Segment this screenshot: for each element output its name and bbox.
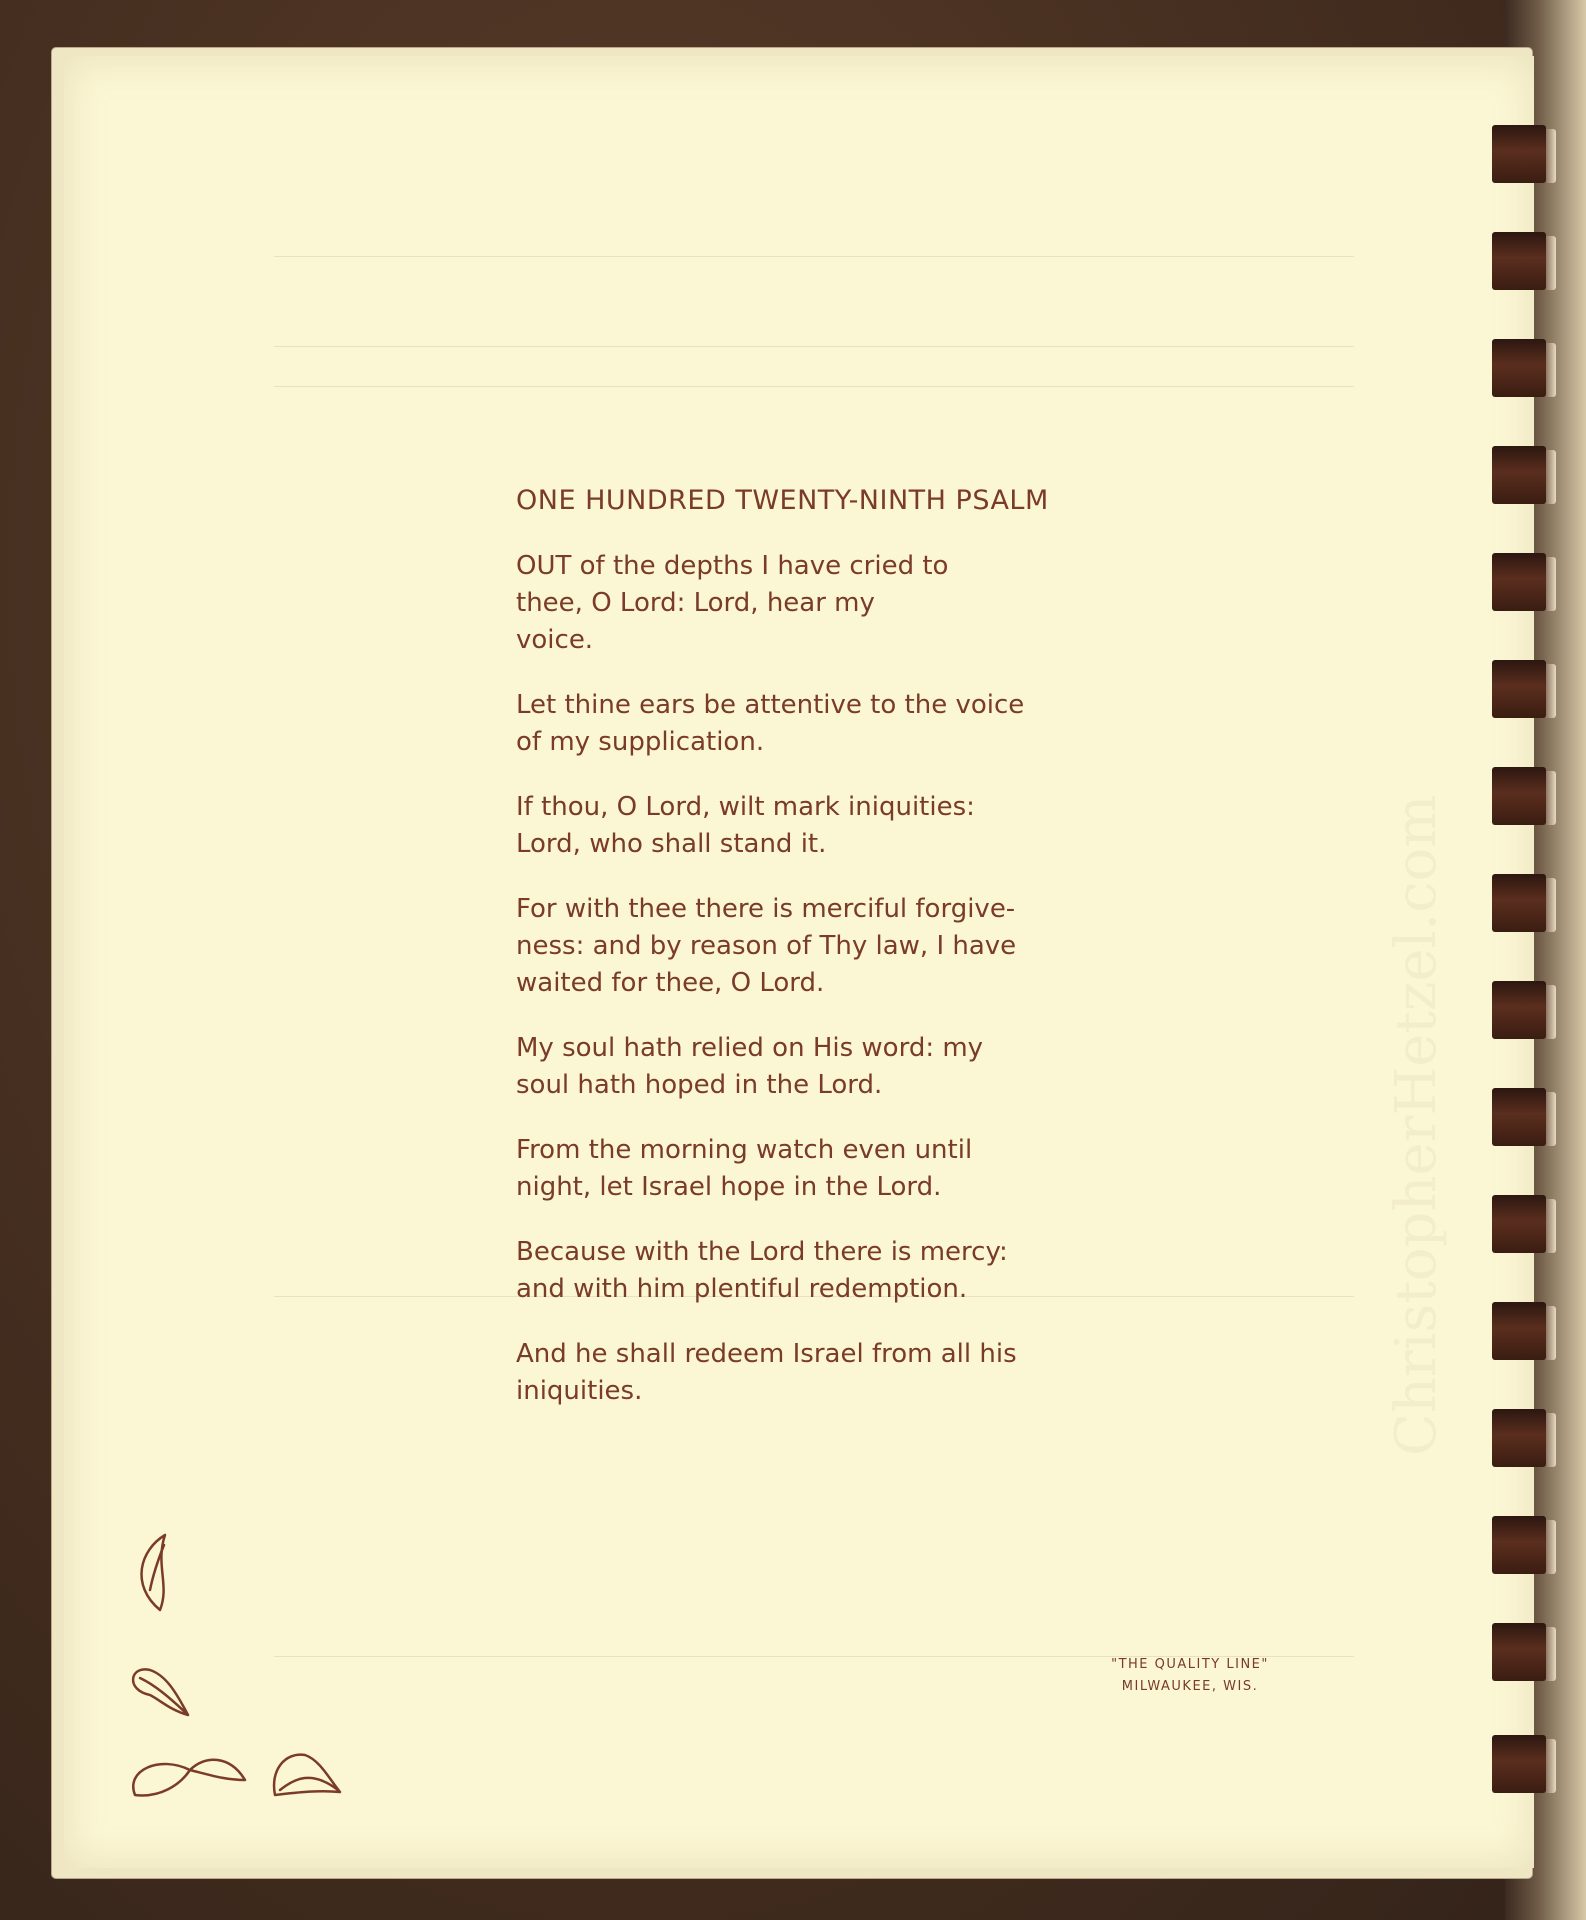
verse bbox=[516, 1234, 1116, 1308]
verse bbox=[516, 687, 1116, 761]
verse-line: For with thee there is merciful forgive- bbox=[516, 894, 1016, 924]
spiral-ring bbox=[1492, 1302, 1560, 1360]
verse-line: ness: and by reason of Thy law, I have bbox=[516, 931, 1017, 961]
verse bbox=[516, 891, 1116, 1002]
verse bbox=[516, 1030, 1116, 1104]
verse bbox=[516, 1336, 1116, 1410]
verse-line: OUT of the depths I have cried to bbox=[516, 551, 949, 581]
verse-line: Because with the Lord there is mercy: bbox=[516, 1237, 1008, 1267]
faint-rule bbox=[274, 256, 1354, 257]
spiral-ring bbox=[1492, 125, 1560, 183]
spiral-ring bbox=[1492, 767, 1560, 825]
verse-line: And he shall redeem Israel from all his bbox=[516, 1339, 1017, 1369]
imprint-line: "THE QUALITY LINE" bbox=[1111, 1657, 1269, 1672]
verse-line: If thou, O Lord, wilt mark iniquities: bbox=[516, 792, 975, 822]
spiral-ring bbox=[1492, 553, 1560, 611]
spiral-ring bbox=[1492, 1623, 1560, 1681]
watermark-text: ChristopherHetzel.com bbox=[1384, 794, 1449, 1456]
spiral-ring bbox=[1492, 1195, 1560, 1253]
psalm-text bbox=[516, 485, 1116, 1438]
faint-rule bbox=[274, 386, 1354, 387]
verse-line: thee, O Lord: Lord, hear my bbox=[516, 588, 875, 618]
verse bbox=[516, 789, 1116, 863]
spiral-ring bbox=[1492, 660, 1560, 718]
spiral-ring bbox=[1492, 874, 1560, 932]
verse-line: waited for thee, O Lord. bbox=[516, 968, 825, 998]
leaf-ornament-icon bbox=[120, 1530, 350, 1820]
leaf-icon bbox=[133, 1764, 190, 1795]
verse-line: From the morning watch even until bbox=[516, 1135, 973, 1165]
verse bbox=[516, 1132, 1116, 1206]
verse-line: soul hath hoped in the Lord. bbox=[516, 1070, 883, 1100]
imprint-line: MILWAUKEE, WIS. bbox=[1121, 1679, 1259, 1694]
verse-line: voice. bbox=[516, 625, 594, 655]
spiral-ring bbox=[1492, 1516, 1560, 1574]
verse-line: of my supplication. bbox=[516, 727, 765, 757]
faint-rule bbox=[274, 346, 1354, 347]
verse-line: night, let Israel hope in the Lord. bbox=[516, 1172, 942, 1202]
verse-line: iniquities. bbox=[516, 1376, 643, 1406]
leaf-icon bbox=[190, 1760, 245, 1780]
verse-line: and with him plentiful redemption. bbox=[516, 1274, 968, 1304]
spiral-ring bbox=[1492, 339, 1560, 397]
verse-line: Let thine ears be attentive to the voice bbox=[516, 690, 1025, 720]
leaf-icon bbox=[274, 1755, 340, 1795]
spiral-ring bbox=[1492, 232, 1560, 290]
spiral-ring bbox=[1492, 446, 1560, 504]
leaf-vein-icon bbox=[280, 1778, 338, 1790]
psalm-title: ONE HUNDRED TWENTY-NINTH PSALM bbox=[516, 485, 1049, 516]
spiral-ring bbox=[1492, 1735, 1560, 1793]
spiral-ring bbox=[1492, 1409, 1560, 1467]
verse bbox=[516, 548, 1116, 659]
spiral-ring bbox=[1492, 981, 1560, 1039]
spiral-ring bbox=[1492, 1088, 1560, 1146]
verse-line: Lord, who shall stand it. bbox=[516, 829, 827, 859]
publisher-imprint bbox=[1080, 1654, 1300, 1698]
verse-line: My soul hath relied on His word: my bbox=[516, 1033, 984, 1063]
